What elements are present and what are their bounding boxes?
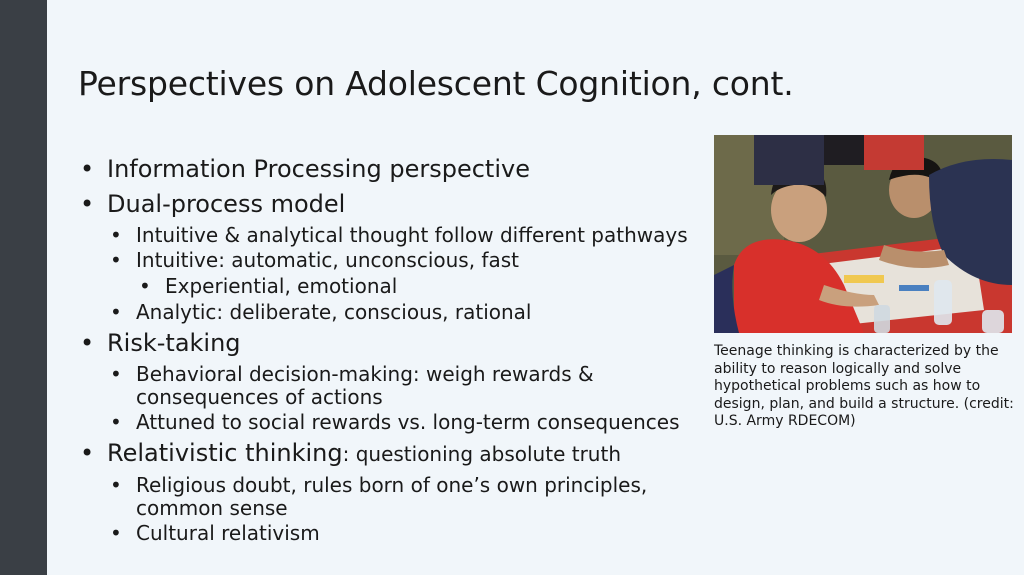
bullet-list: [78, 152, 698, 547]
photo-illustration: [714, 135, 1012, 333]
students-building-photo: [714, 135, 1012, 333]
photo-caption: Teenage thinking is characterized by the ability to reason logically and solve hypothetical problems such as how to design, plan, and build a structure. (credit: U.S. Army RDECOM): [714, 343, 1014, 429]
slide-title: Perspectives on Adolescent Cognition, cont.: [78, 64, 794, 103]
sub-sub-bullet-experiential: • Experiential, emotional: [78, 274, 698, 298]
relativistic-thinking-suffix: : questioning absolute truth: [342, 442, 621, 466]
sub-bullet-religious-doubt: • Religious doubt, rules born of one’s own principles, common sense: [78, 474, 698, 520]
sub-bullet-analytic: • Analytic: deliberate, conscious, rational: [78, 301, 698, 324]
sub-bullet-cultural-relativism: • Cultural relativism: [78, 522, 698, 545]
left-accent-bar: [0, 0, 47, 575]
bullet-information-processing: • Information Processing perspective: [78, 152, 698, 187]
sub-bullet-behavioral-decision: • Behavioral decision-making: weigh rewards & consequences of actions: [78, 363, 698, 409]
bullet-dual-process-model: • Dual-process model: [78, 187, 698, 222]
sub-bullet-intuitive: • Intuitive: automatic, unconscious, fast: [78, 249, 698, 272]
sub-bullet-pathways: • Intuitive & analytical thought follow different pathways: [78, 224, 698, 247]
bullet-risk-taking: • Risk-taking: [78, 326, 698, 361]
relativistic-thinking-label: Relativistic thinking: [107, 439, 343, 467]
sub-bullet-social-rewards: • Attuned to social rewards vs. long-term consequences: [78, 411, 698, 434]
bullet-relativistic-thinking: [78, 436, 698, 472]
